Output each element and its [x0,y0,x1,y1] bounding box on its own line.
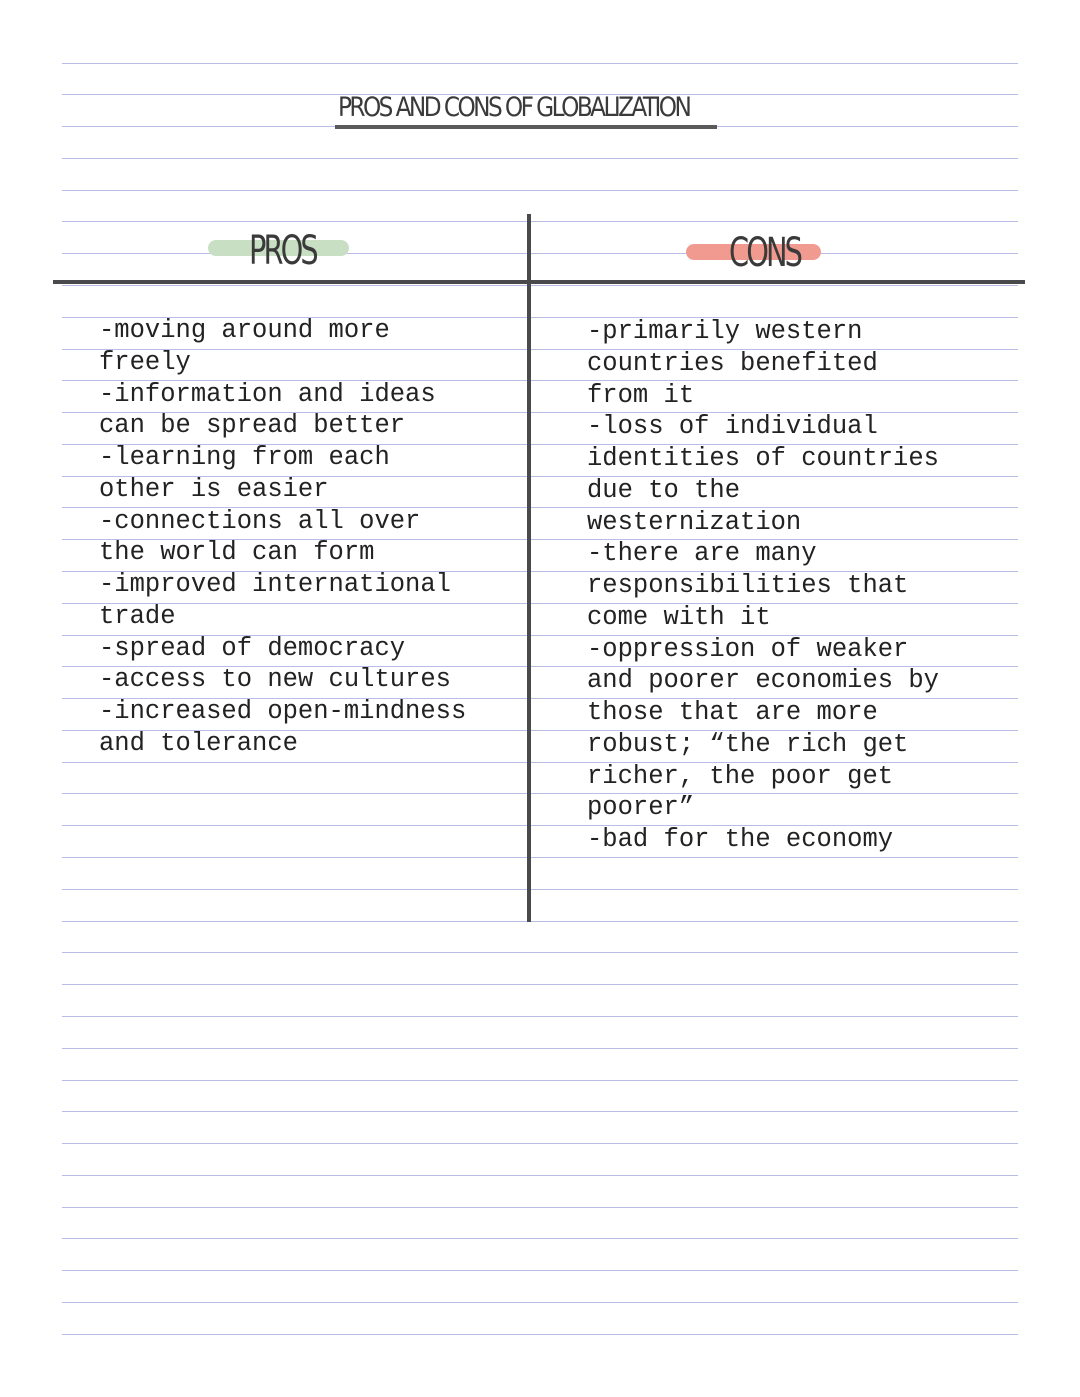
ruled-line [62,1270,1018,1271]
ruled-line [62,921,1018,922]
ruled-line [62,63,1018,64]
cons-line: poorer” [587,793,695,823]
pros-line: -learning from each [99,443,390,472]
ruled-line [62,1334,1018,1335]
pros-line: other is easier [99,474,329,504]
cons-line: -oppression of weaker [587,634,909,664]
cons-line: -there are many [587,539,817,569]
ruled-line [62,1207,1018,1208]
ruled-line [62,984,1018,985]
cons-line: responsibilities that [587,571,909,600]
cons-line: identities of countries [587,444,939,473]
cons-line: due to the [587,475,741,505]
pros-line: -access to new cultures [99,665,451,695]
column-divider [527,214,531,922]
pros-line: can be spread better [99,411,406,441]
cons-list [587,316,939,856]
pros-line: -improved international [99,570,451,599]
cons-line: come with it [587,602,771,632]
cons-line: those that are more [587,698,878,727]
ruled-line [62,285,1018,286]
ruled-line [62,857,1018,858]
ruled-line [62,190,1018,191]
pros-line: -spread of democracy [99,633,406,663]
cons-line: countries benefited [587,348,878,378]
cons-line: -bad for the economy [587,825,894,854]
cons-line: robust; “the rich get [587,729,909,759]
ruled-line [62,1016,1018,1017]
ruled-line [62,1111,1018,1112]
page-title: PROS AND CONS OF GLOBALIZATION [338,92,690,123]
cons-line: westernization [587,507,802,537]
pros-line: -connections all over [99,506,421,536]
cons-line: richer, the poor get [587,761,894,791]
cons-heading: CONS [729,230,801,276]
pros-line: the world can form [99,538,375,568]
title-underline [335,125,717,129]
pros-line: freely [99,347,191,377]
pros-list [99,315,466,760]
pros-line: trade [99,601,176,631]
cons-line: -primarily western [587,317,863,346]
ruled-line [62,1238,1018,1239]
pros-line: -information and ideas [99,379,436,409]
ruled-line [62,221,1018,222]
pros-line: and tolerance [99,728,298,758]
cons-line: -loss of individual [587,412,878,442]
pros-line: -increased open-mindness [99,697,467,726]
ruled-line [62,1080,1018,1081]
pros-heading: PROS [249,228,316,274]
cons-line: and poorer economies by [587,666,939,696]
header-divider [53,280,1025,284]
ruled-line [62,1143,1018,1144]
ruled-line [62,1302,1018,1303]
ruled-line [62,253,1018,254]
ruled-line [62,1175,1018,1176]
ruled-line [62,158,1018,159]
ruled-line [62,952,1018,953]
ruled-line [62,1048,1018,1049]
cons-line: from it [587,380,695,410]
pros-line: -moving around more [99,316,390,345]
ruled-line [62,889,1018,890]
